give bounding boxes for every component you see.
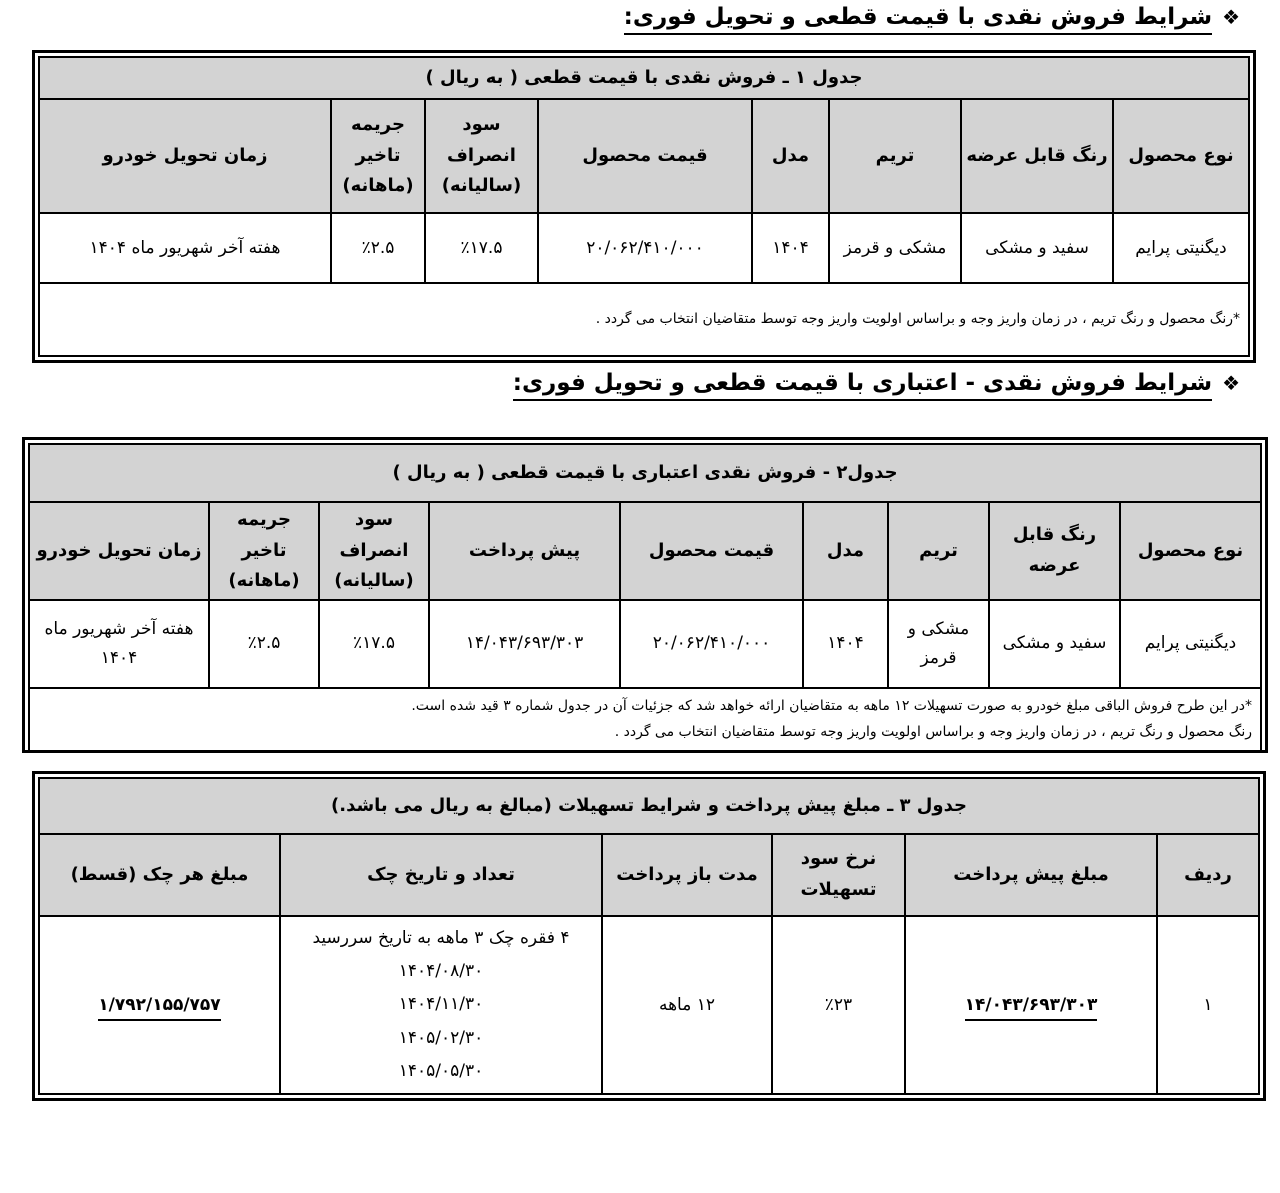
- table1-header-product: نوع محصول: [1113, 99, 1249, 213]
- section1-heading: ❖شرایط فروش نقدی با قیمت قطعی و تحویل فوری:: [624, 4, 1240, 30]
- table2-cell-color: سفید و مشکی: [989, 600, 1120, 688]
- table2-header-product: نوع محصول: [1120, 502, 1261, 600]
- table1-header-trim: تریم: [829, 99, 961, 213]
- table3-cheque-date: ۱۴۰۵/۰۵/۳۰: [398, 1060, 484, 1081]
- table3-cell-down-payment: [905, 916, 1157, 1094]
- table2: [22, 437, 1268, 753]
- table3: [32, 771, 1266, 1101]
- table1-cell-product: دیگنیتی پرایم: [1113, 213, 1249, 283]
- table3-header-term: مدت باز پرداخت: [602, 834, 772, 916]
- table3-cheques-title: ۴ فقره چک ۳ ماهه به تاریخ سررسید: [312, 928, 570, 949]
- table3-header-installment: مبلغ هر چک (قسط): [39, 834, 280, 916]
- table1-header-model: مدل: [752, 99, 829, 213]
- table2-note-line1: *در این طرح فروش الباقی مبلغ خودرو به صورت تسهیلات ۱۲ ماهه به متقاضیان ارائه خواهد شد که جزئیات آن در جدول شماره ۳ قید شده است.: [411, 697, 1252, 714]
- diamond-bullet-icon: ❖: [1222, 5, 1240, 29]
- table2-cell-delay-penalty: ٪۲.۵: [209, 600, 319, 688]
- table2-header-price: قیمت محصول: [620, 502, 803, 600]
- table2-cell-down-payment: ۱۴/۰۴۳/۶۹۳/۳۰۳: [429, 600, 620, 688]
- table2-header-delay-penalty: جریمه تاخیر (ماهانه): [209, 502, 319, 600]
- table2-header-delivery: زمان تحویل خودرو: [29, 502, 209, 600]
- table3-cell-term: ۱۲ ماهه: [602, 916, 772, 1094]
- table2-header-trim: تریم: [888, 502, 989, 600]
- section2-heading: ❖شرایط فروش نقدی - اعتباری با قیمت قطعی و تحویل فوری:: [513, 370, 1240, 396]
- table1-header-cancel-profit: سود انصراف (سالیانه): [425, 99, 538, 213]
- table-row: [39, 213, 1249, 283]
- table1-header-color: رنگ قابل عرضه: [961, 99, 1113, 213]
- table3-header-cheques: تعداد و تاریخ چک: [280, 834, 602, 916]
- table1-header-price: قیمت محصول: [538, 99, 752, 213]
- table3-cell-index: ۱: [1157, 916, 1259, 1094]
- table2-cell-delivery: هفته آخر شهریور ماه ۱۴۰۴: [29, 600, 209, 688]
- table-row: [29, 600, 1261, 688]
- table2-header-down-payment: پیش پرداخت: [429, 502, 620, 600]
- table3-caption: جدول ۳ ـ مبلغ پیش پرداخت و شرایط تسهیلات (مبالغ به ریال می باشد.): [39, 778, 1259, 834]
- table3-header-down-payment: مبلغ پیش پرداخت: [905, 834, 1157, 916]
- table3-cell-rate: ٪۲۳: [772, 916, 905, 1094]
- table3-cheque-date: ۱۴۰۵/۰۲/۳۰: [398, 1027, 484, 1048]
- table1-cell-trim: مشکی و قرمز: [829, 213, 961, 283]
- table1-caption: جدول ۱ ـ فروش نقدی با قیمت قطعی ( به ریال ): [39, 57, 1249, 99]
- table2-caption: جدول۲ - فروش نقدی اعتباری با قیمت قطعی ( به ریال ): [29, 444, 1261, 502]
- table1-cell-model: ۱۴۰۴: [752, 213, 829, 283]
- table2-cell-product: دیگنیتی پرایم: [1120, 600, 1261, 688]
- table3-cheque-date: ۱۴۰۴/۰۸/۳۰: [398, 961, 484, 982]
- table-row: [39, 916, 1259, 1094]
- table1-note: *رنگ محصول و رنگ تریم ، در زمان واریز وجه و براساس اولویت واریز وجه توسط متقاضیان انتخاب می گردد .: [39, 283, 1249, 356]
- table1: [32, 50, 1256, 363]
- table2-header-color: رنگ قابل عرضه: [989, 502, 1120, 600]
- table1-cell-color: سفید و مشکی: [961, 213, 1113, 283]
- table1-cell-price: ۲۰/۰۶۲/۴۱۰/۰۰۰: [538, 213, 752, 283]
- table3-cell-installment: [39, 916, 280, 1094]
- table1-header-delay-penalty: جریمه تاخیر (ماهانه): [331, 99, 425, 213]
- table3-down-payment-value: ۱۴/۰۴۳/۶۹۳/۳۰۳: [965, 995, 1098, 1021]
- table2-cell-cancel-profit: ٪۱۷.۵: [319, 600, 429, 688]
- table2-header-cancel-profit: سود انصراف (سالیانه): [319, 502, 429, 600]
- table3-header-rate: نرخ سود تسهیلات: [772, 834, 905, 916]
- table1-cell-cancel-profit: ٪۱۷.۵: [425, 213, 538, 283]
- table3-cheque-date: ۱۴۰۴/۱۱/۳۰: [398, 994, 484, 1015]
- table1-header-delivery: زمان تحویل خودرو: [39, 99, 331, 213]
- table2-note: [29, 688, 1261, 751]
- table2-note-line2: رنگ محصول و رنگ تریم ، در زمان واریز وجه و براساس اولویت واریز وجه توسط متقاضیان انتخاب می گردد .: [614, 724, 1252, 741]
- table2-cell-trim: مشکی و قرمز: [888, 600, 989, 688]
- table3-cell-cheques: [280, 916, 602, 1094]
- table3-header-index: ردیف: [1157, 834, 1259, 916]
- table2-cell-model: ۱۴۰۴: [803, 600, 888, 688]
- table2-cell-price: ۲۰/۰۶۲/۴۱۰/۰۰۰: [620, 600, 803, 688]
- diamond-bullet-icon: ❖: [1222, 371, 1240, 395]
- table1-cell-delay-penalty: ٪۲.۵: [331, 213, 425, 283]
- table1-cell-delivery: هفته آخر شهریور ماه ۱۴۰۴: [39, 213, 331, 283]
- table2-header-model: مدل: [803, 502, 888, 600]
- table3-installment-value: ۱/۷۹۲/۱۵۵/۷۵۷: [98, 995, 220, 1021]
